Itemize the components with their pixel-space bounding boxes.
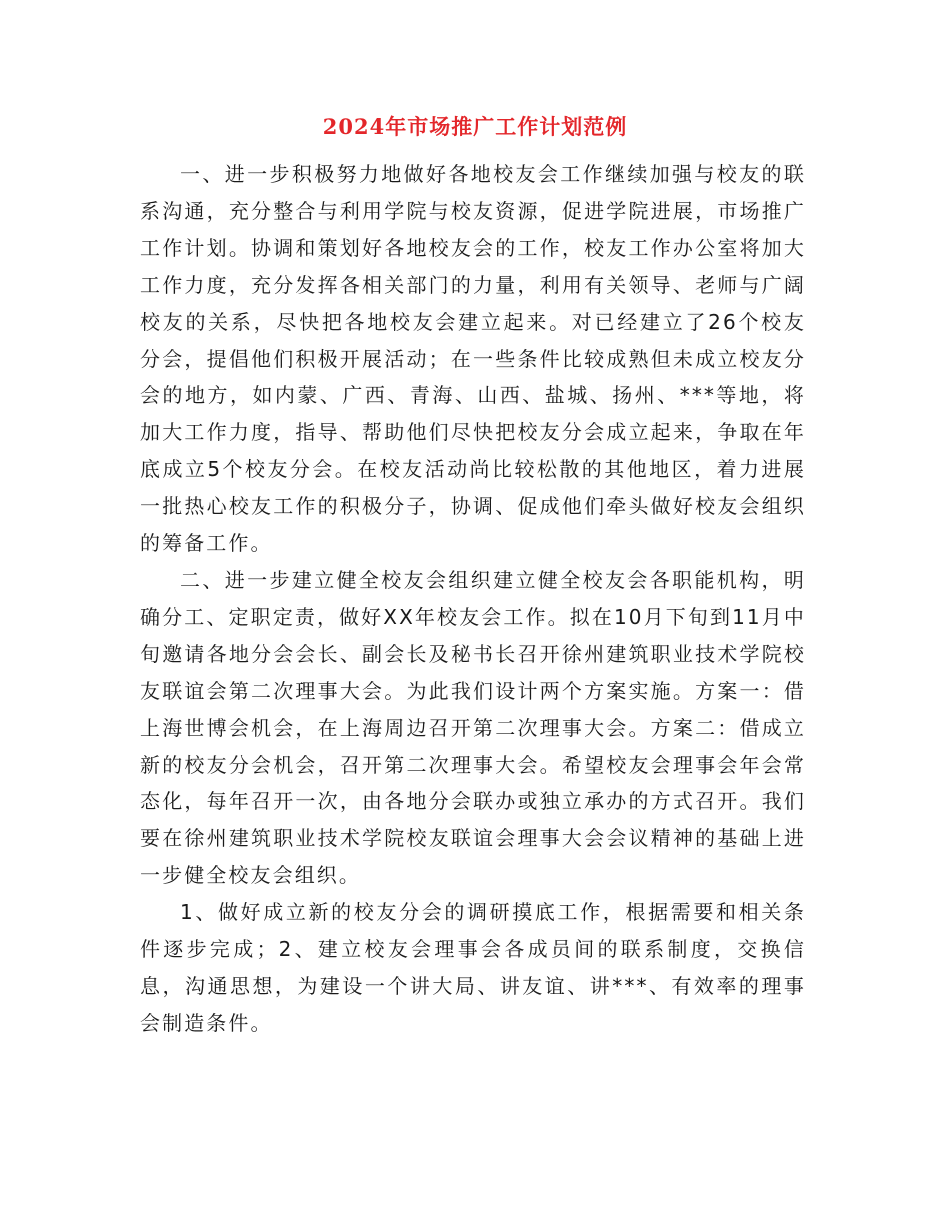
paragraph-1: 一、进一步积极努力地做好各地校友会工作继续加强与校友的联系沟通，充分整合与利用学院与校友资源，促进学院进展，市场推广工作计划。协调和策划好各地校友会的工作，校友工作办公室将加大工作力度，充分发挥各相关部门的力量，利用有关领导、老师与广阔校友的关系，尽快把各地校友会建立起来。对已经建立了26个校友分会，提倡他们积极开展活动；在一些条件比较成熟但未成立校友分会的地方，如内蒙、广西、青海、山西、盐城、扬州、***等地，将加大工作力度，指导、帮助他们尽快把校友分会成立起来，争取在年底成立5个校友分会。在校友活动尚比较松散的其他地区，着力进展一批热心校友工作的积极分子，协调、促成他们牵头做好校友会组织的筹备工作。 xyxy=(140,162,806,556)
document-title: 2024年市场推广工作计划范例 xyxy=(322,114,628,139)
paragraph-2: 二、进一步建立健全校友会组织建立健全校友会各职能机构，明确分工、定职定责，做好XX年校友会工作。拟在10月下旬到11月中旬邀请各地分会会长、副会长及秘书长召开徐州建筑职业技术学院校友联谊会第二次理事大会。为此我们设计两个方案实施。方案一：借上海世博会机会，在上海周边召开第二次理事大会。方案二：借成立新的校友分会机会，召开第二次理事大会。希望校友会理事会年会常态化，每年召开一次，由各地分会联办或独立承办的方式召开。我们要在徐州建筑职业技术学院校友联谊会理事大会会议精神的基础上进一步健全校友会组织。 xyxy=(140,567,806,888)
document-body xyxy=(140,156,806,1042)
paragraph-3: 1、做好成立新的校友分会的调研摸底工作，根据需要和相关条件逐步完成；2、建立校友会理事会各成员间的联系制度，交换信息，沟通思想，为建设一个讲大局、讲友谊、讲***、有效率的理事会制造条件。 xyxy=(140,900,806,1035)
